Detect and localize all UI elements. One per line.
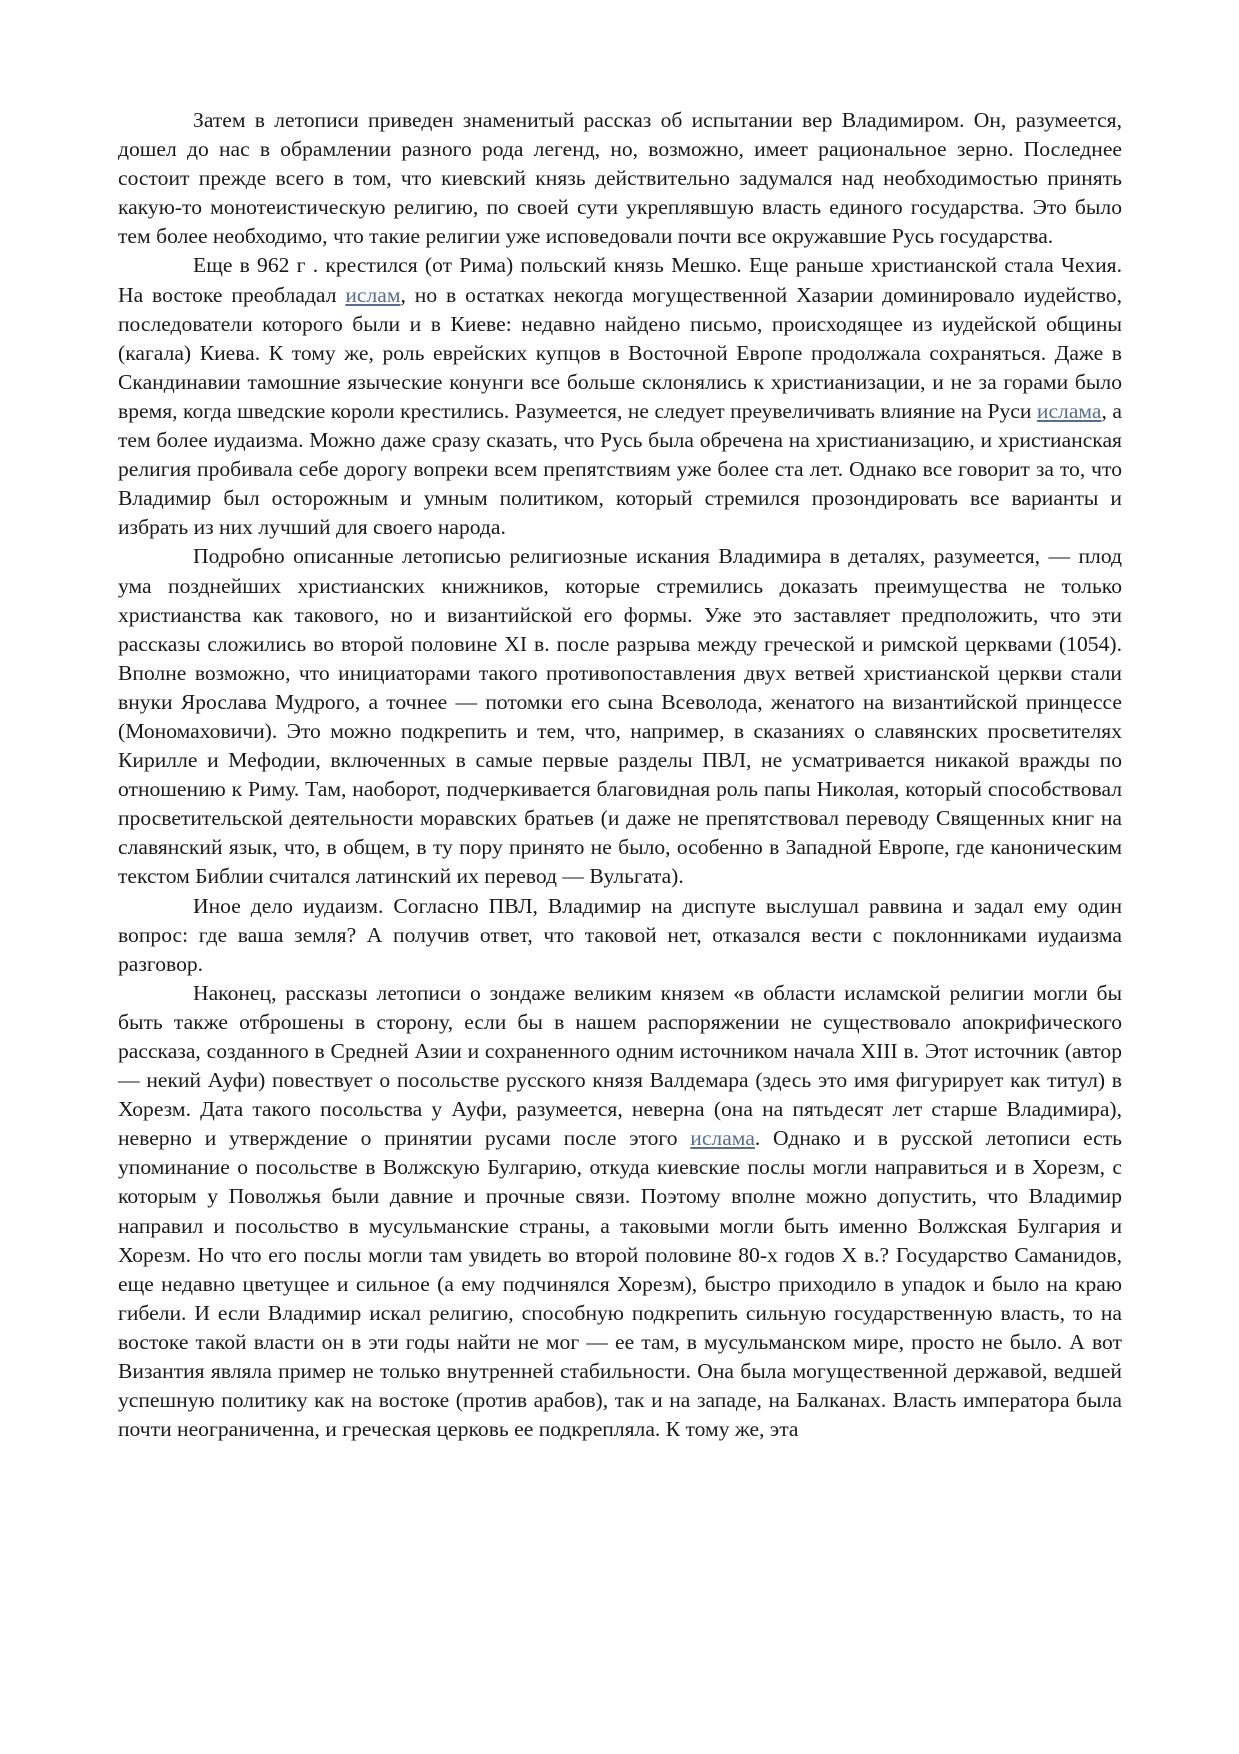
paragraph-text: Подробно описанные летописью религиозные искания Владимира в деталях, разумеется, — плод ума позднейших христианских книжников, которые стремились доказать преимущества не только христианства как такового, но и византийской его формы. Уже это заставляет предположить, что эти рассказы сложились во второй половине XI в. после разрыва между греческой и римской церквами (1054). Вполне возможно, что инициаторами такого противопоставления двух ветвей христианской церкви стали внуки Ярослава Мудрого, а точнее — потомки его сына Всеволода, женатого на византийской принцессе (Мономаховичи). Это можно подкрепить и тем, что, например, в сказаниях о славянских просветителях Кирилле и Мефодии, включенных в самые первые разделы ПВЛ, не усматривается никакой вражды по отношению к Риму. Там, наоборот, подчеркивается благовидная роль папы Николая, который способствовал просветительской деятельности моравских братьев (и даже не препятствовал переводу Священных книг на славянский язык, что, в общем, в ту пору принято не было, особенно в Западной Европе, где каноническим текстом Библии считался латинский их перевод — Вульгата). (118, 544, 1122, 889)
paragraph (118, 979, 1122, 1445)
paragraph-text: Иное дело иудаизм. Согласно ПВЛ, Владимир на диспуте выслушал раввина и задал ему один вопрос: где ваша земля? А получив ответ, что таковой нет, отказался вести с поклонниками иудаизма разговор. (118, 893, 1122, 976)
islam-link[interactable]: ислама (690, 1126, 755, 1151)
paragraph (118, 892, 1122, 979)
paragraph (118, 542, 1122, 891)
paragraph-text: , а тем более иудаизма. Можно даже сразу сказать, что Русь была обречена на христианизацию, и христианская религия пробивала себе дорогу вопреки всем препятствиям уже более ста лет. Однако все говорит за то, что Владимир был осторожным и умным политиком, который стремился прозондировать все варианты и избрать из них лучший для своего народа. (118, 398, 1122, 540)
paragraph-text: Еще в 962 г . крестился (от Рима) польский князь Мешко. Еще раньше христианской стала Чехия. На востоке преобладал (118, 253, 1122, 307)
paragraph-text: . Однако и в русской летописи есть упоминание о посольстве в Волжскую Булгарию, откуда киевские послы могли направиться и в Хорезм, с которым у Поволжья были давние и прочные связи. Поэтому вполне можно допустить, что Владимир направил и посольство в мусульманские страны, а таковыми могли быть именно Волжская Булгария и Хорезм. Но что его послы могли там увидеть во второй половине 80-х годов X в.? Государство Саманидов, еще недавно цветущее и сильное (а ему подчинялся Хорезм), быстро приходило в упадок и было на краю гибели. И если Владимир искал религию, способную подкрепить сильную государственную власть, то на востоке такой власти он в эти годы найти не мог — ее там, в мусульманском мире, просто не было. А вот Византия являла пример не только внутренней стабильности. Она была могущественной державой, ведшей успешную политику как на востоке (против арабов), так и на западе, на Балканах. Власть императора была почти неограниченна, и греческая церковь ее подкрепляла. К тому же, эта (118, 1126, 1122, 1442)
paragraph (118, 106, 1122, 251)
islam-link[interactable]: ислама (1036, 398, 1102, 423)
paragraph-text: , но в остатках некогда могущественной Хазарии доминировало иудейство, последователи которого были и в Киеве: недавно найдено письмо, происходящее из иудейской общины (кагала) Киева. К тому же, роль еврейских купцов в Восточной Европе продолжала сохраняться. Даже в Скандинавии тамошние языческие конунги все больше склонялись к христианизации, и не за горами было время, когда шведские короли крестились. Разумеется, не следует преувеличивать влияние на Руси (118, 282, 1122, 423)
paragraph-text: Наконец, рассказы летописи о зондаже великим князем «в области исламской религии могли бы быть также отброшены в сторону, если бы в нашем распоряжении не существовало апокрифического рассказа, созданного в Средней Азии и сохраненного одним источником начала XIII в. Этот источник (автор — некий Ауфи) повествует о посольстве русского князя Валдемара (здесь это имя фигурирует как титул) в Хорезм. Дата такого посольства у Ауфи, разумеется, неверна (она на пятьдесят лет старше Владимира), неверно и утверждение о принятии русами после этого (118, 980, 1122, 1151)
islam-link[interactable]: ислам (345, 282, 401, 307)
paragraph-text: Затем в летописи приведен знаменитый рассказ об испытании вер Владимиром. Он, разумеется, дошел до нас в обрамлении разного рода легенд, но, возможно, имеет рациональное зерно. Последнее состоит прежде всего в том, что киевский князь действительно задумался над необходимостью принять какую-то монотеистическую религию, по своей сути укреплявшую власть единого государства. Это было тем более необходимо, что такие религии уже исповедовали почти все окружавшие Русь государства. (118, 108, 1122, 249)
paragraph (118, 251, 1122, 542)
document-page (118, 106, 1122, 1444)
